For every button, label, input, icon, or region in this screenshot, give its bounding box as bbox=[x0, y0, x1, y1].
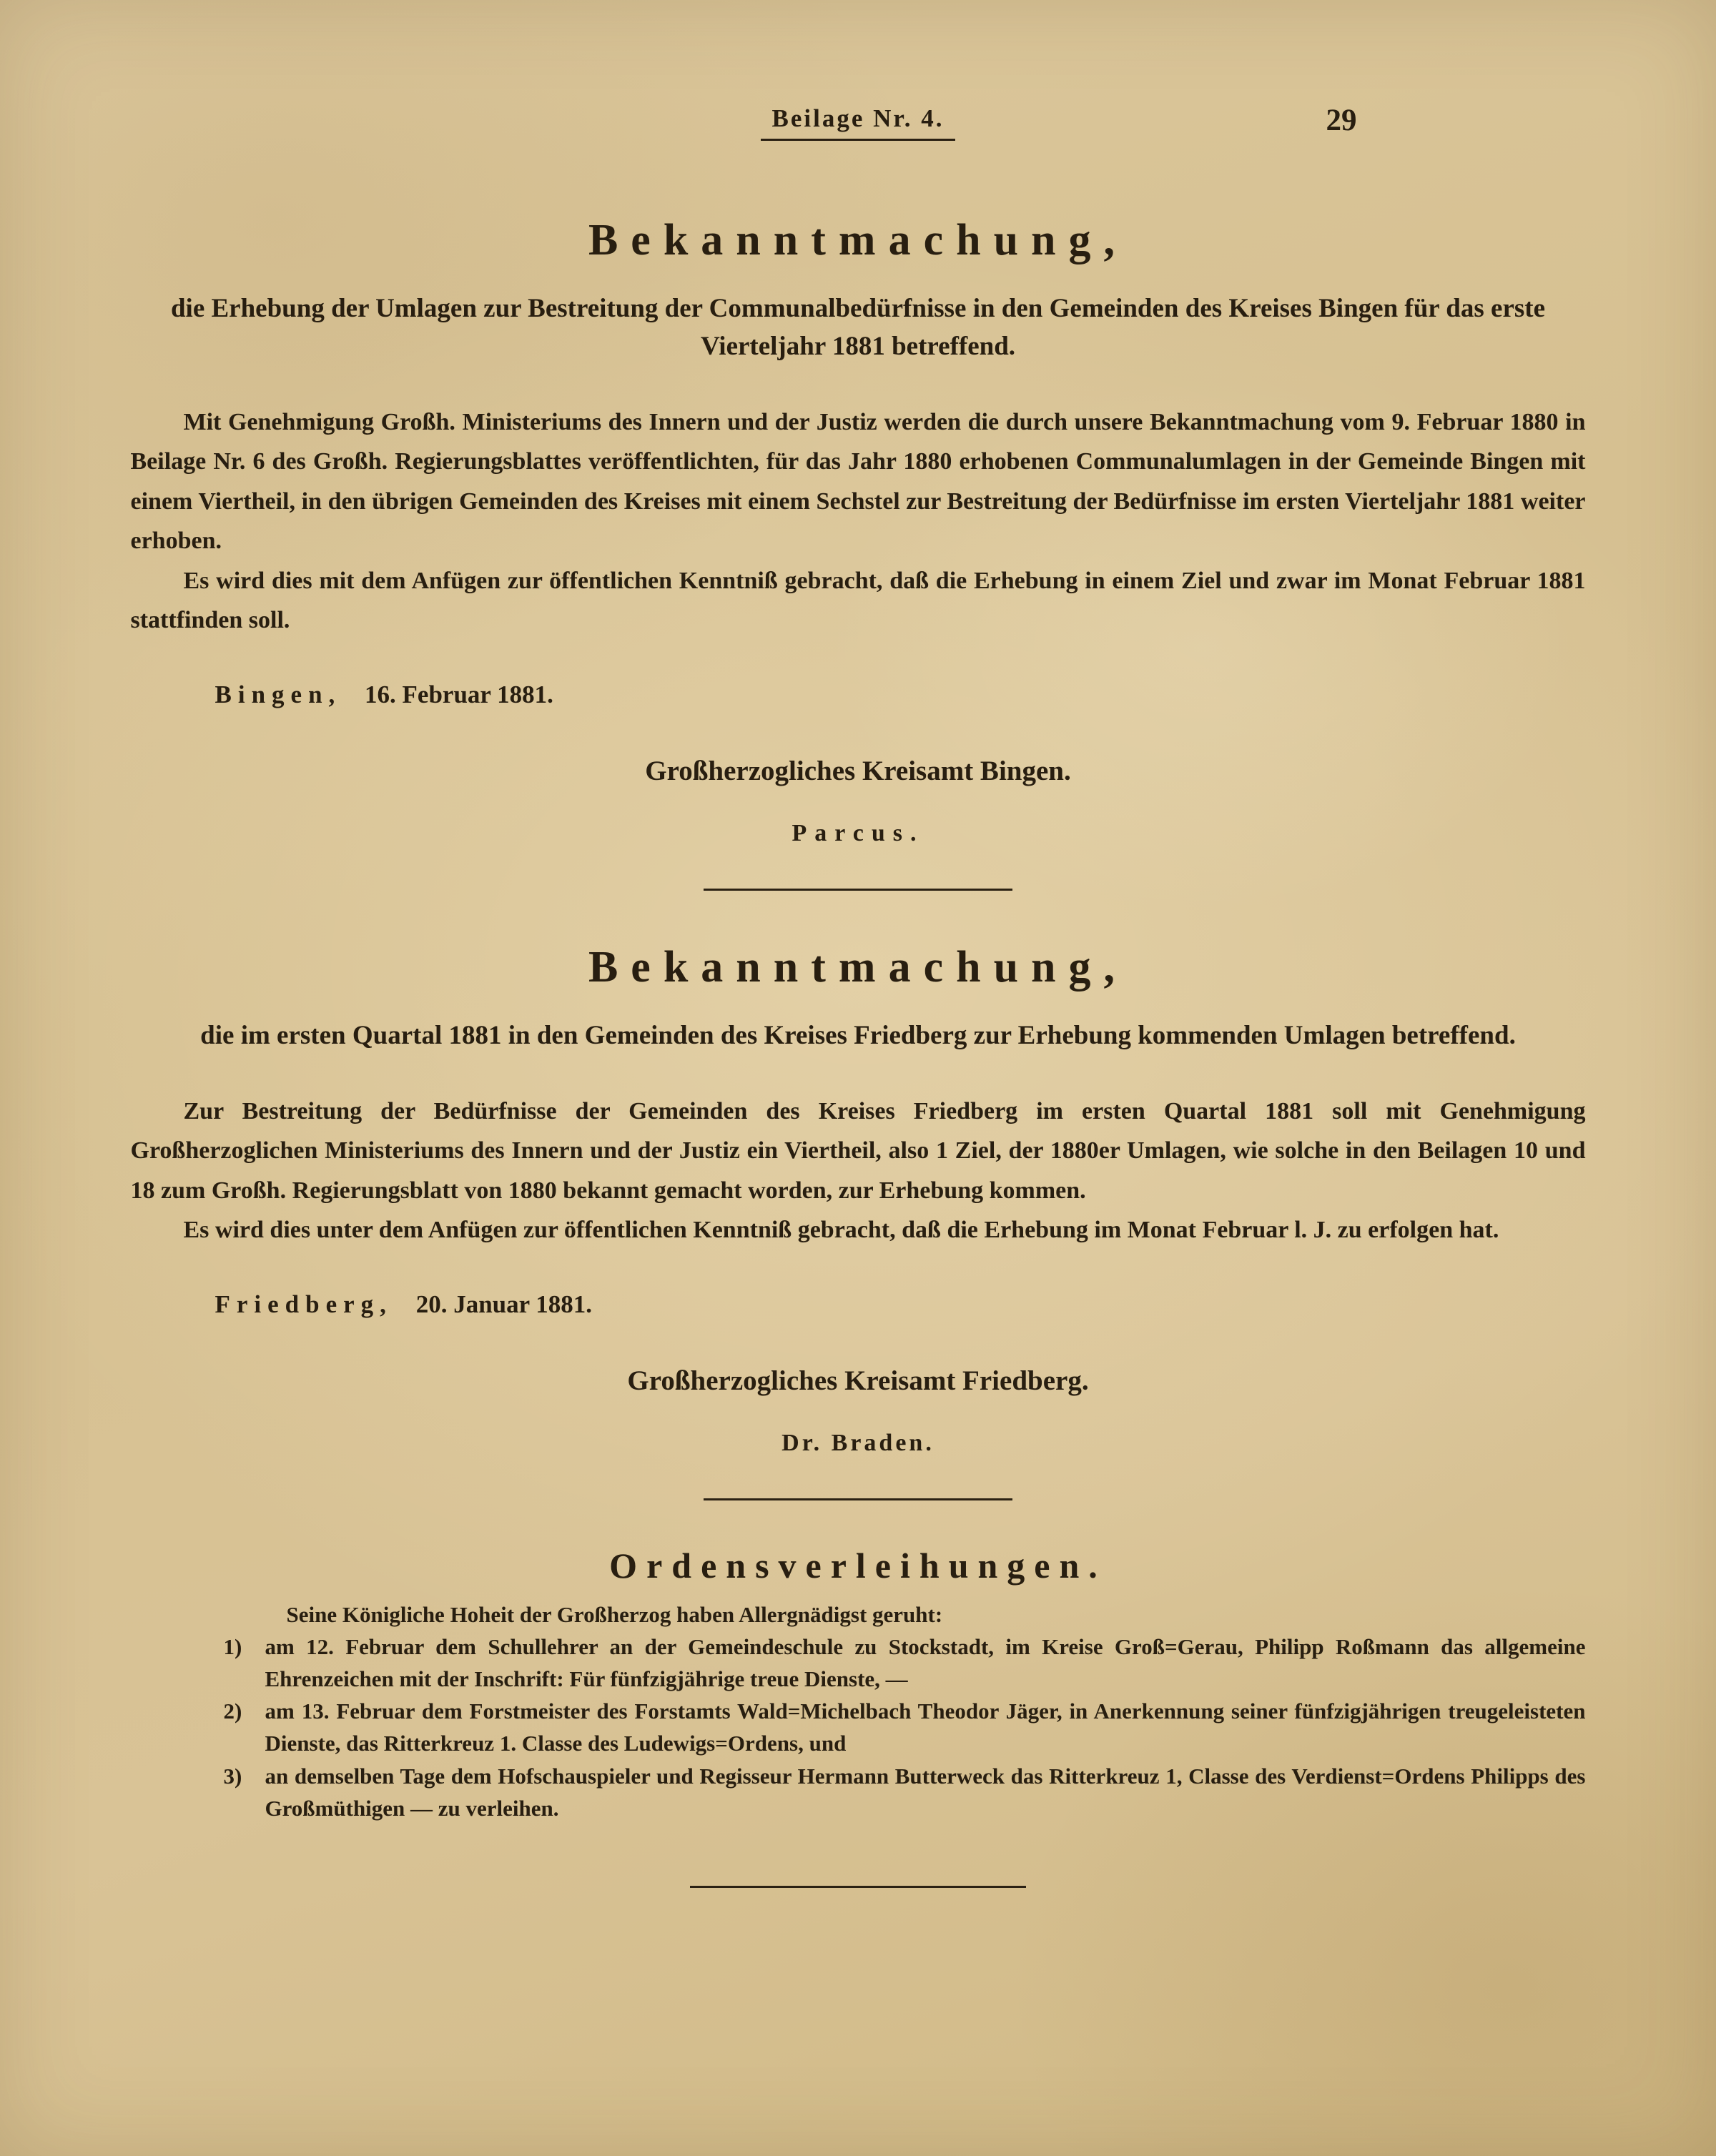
notice1-title: Bekanntmachung, bbox=[588, 216, 1128, 264]
orders-section bbox=[131, 1545, 1586, 1825]
notice-friedberg bbox=[131, 942, 1586, 1457]
notice2-subtitle: die im ersten Quartal 1881 in den Gemeinden des Kreises Friedberg zur Erhebung kommenden Umlagen betreffend. bbox=[200, 1020, 1516, 1050]
notice2-dateline bbox=[131, 1290, 1586, 1319]
order-item bbox=[224, 1695, 1586, 1760]
notice2-signatory: Dr. Braden. bbox=[781, 1429, 935, 1456]
orders-title: Ordensverleihungen. bbox=[609, 1545, 1107, 1586]
header-caption bbox=[131, 104, 1586, 141]
notice1-signatory: Parcus. bbox=[792, 819, 924, 846]
notice2-dateline-date: 20. Januar 1881. bbox=[415, 1290, 593, 1318]
orders-list bbox=[131, 1631, 1586, 1825]
order-item-number: 1) bbox=[223, 1633, 242, 1659]
page-content bbox=[131, 0, 1586, 1888]
notice2-authority: Großherzogliches Kreisamt Friedberg. bbox=[627, 1365, 1089, 1396]
notice1-dateline bbox=[131, 681, 1586, 709]
order-item-text: am 12. Februar dem Schullehrer an der Gemeindeschule zu Stockstadt, im Kreise Groß=Gerau, Philipp Roßmann das allgemeine Ehrenzeichen mit der Inschrift: Für fünfzigjährige treue Dienste, — bbox=[265, 1633, 1586, 1691]
notice-bingen bbox=[131, 215, 1586, 847]
notice1-subtitle: die Erhebung der Umlagen zur Bestreitung der Communalbedürfnisse in den Gemeinden des Kreises Bingen für das erste Vierteljahr 1881 betreffend. bbox=[170, 294, 1546, 361]
notice2-dateline-place: Friedberg, bbox=[214, 1290, 393, 1318]
header-caption-text: Beilage Nr. 4. bbox=[761, 104, 956, 141]
page-header bbox=[131, 0, 1586, 141]
bottom-rule bbox=[690, 1886, 1026, 1888]
notice2-paragraph-1: Zur Bestreitung der Bedürfnisse der Gemeinden des Kreises Friedberg im ersten Quartal 1881 soll mit Genehmigung Großherzoglichen Ministeriums des Innern und der Justiz ein Viertheil, also 1 Ziel, der 1880er Umlagen, wie solche in den Beilagen 10 und 18 zum Großh. Regierungsblatt von 1880 bekannt gemacht worden, zur Erhebung kommen. bbox=[130, 1098, 1586, 1204]
page-number: 29 bbox=[1326, 104, 1357, 137]
order-item bbox=[224, 1631, 1586, 1696]
notice1-dateline-place: Bingen, bbox=[214, 680, 342, 708]
notice1-dateline-date: 16. Februar 1881. bbox=[365, 680, 553, 708]
order-item-text: an demselben Tage dem Hofschauspieler und Regisseur Hermann Butterweck das Ritterkreuz 1, Classe des Verdienst=Ordens Philipps des Großmüthigen — zu verleihen. bbox=[265, 1763, 1586, 1821]
notice1-paragraph-1: Mit Genehmigung Großh. Ministeriums des Innern und der Justiz werden die durch unsere Bekanntmachung vom 9. Februar 1880 in Beilage Nr. 6 des Großh. Regierungsblattes veröffentlichten, für das Jahr 1880 erhobenen Communalumlagen in der Gemeinde Bingen mit einem Viertheil, in den übrigen Gemeinden des Kreises mit einem Sechstel zur Bestreitung der Bedürfnisse im ersten Vierteljahr 1881 weiter erhoben. bbox=[130, 409, 1586, 555]
orders-intro: Seine Königliche Hoheit der Großherzog haben Allergnädigst geruht: bbox=[286, 1601, 943, 1627]
section-divider-1 bbox=[704, 889, 1012, 891]
order-item-number: 2) bbox=[223, 1698, 242, 1724]
section-divider-2 bbox=[704, 1498, 1012, 1500]
notice2-paragraph-2: Es wird dies unter dem Anfügen zur öffentlichen Kenntniß gebracht, daß die Erhebung im Monat Februar l. J. zu erfolgen hat. bbox=[183, 1217, 1499, 1244]
notice2-title: Bekanntmachung, bbox=[588, 942, 1128, 992]
notice1-authority: Großherzogliches Kreisamt Bingen. bbox=[645, 755, 1071, 786]
notice1-paragraph-2: Es wird dies mit dem Anfügen zur öffentlichen Kenntniß gebracht, daß die Erhebung in einem Ziel und zwar im Monat Februar 1881 stattfinden soll. bbox=[130, 567, 1586, 634]
order-item-text: am 13. Februar dem Forstmeister des Forstamts Wald=Michelbach Theodor Jäger, in Anerkennung seiner fünfzigjährigen treugeleisteten Dienste, das Ritterkreuz 1. Classe des Ludewigs=Ordens, und bbox=[265, 1698, 1586, 1756]
order-item bbox=[224, 1760, 1586, 1825]
order-item-number: 3) bbox=[223, 1763, 242, 1789]
